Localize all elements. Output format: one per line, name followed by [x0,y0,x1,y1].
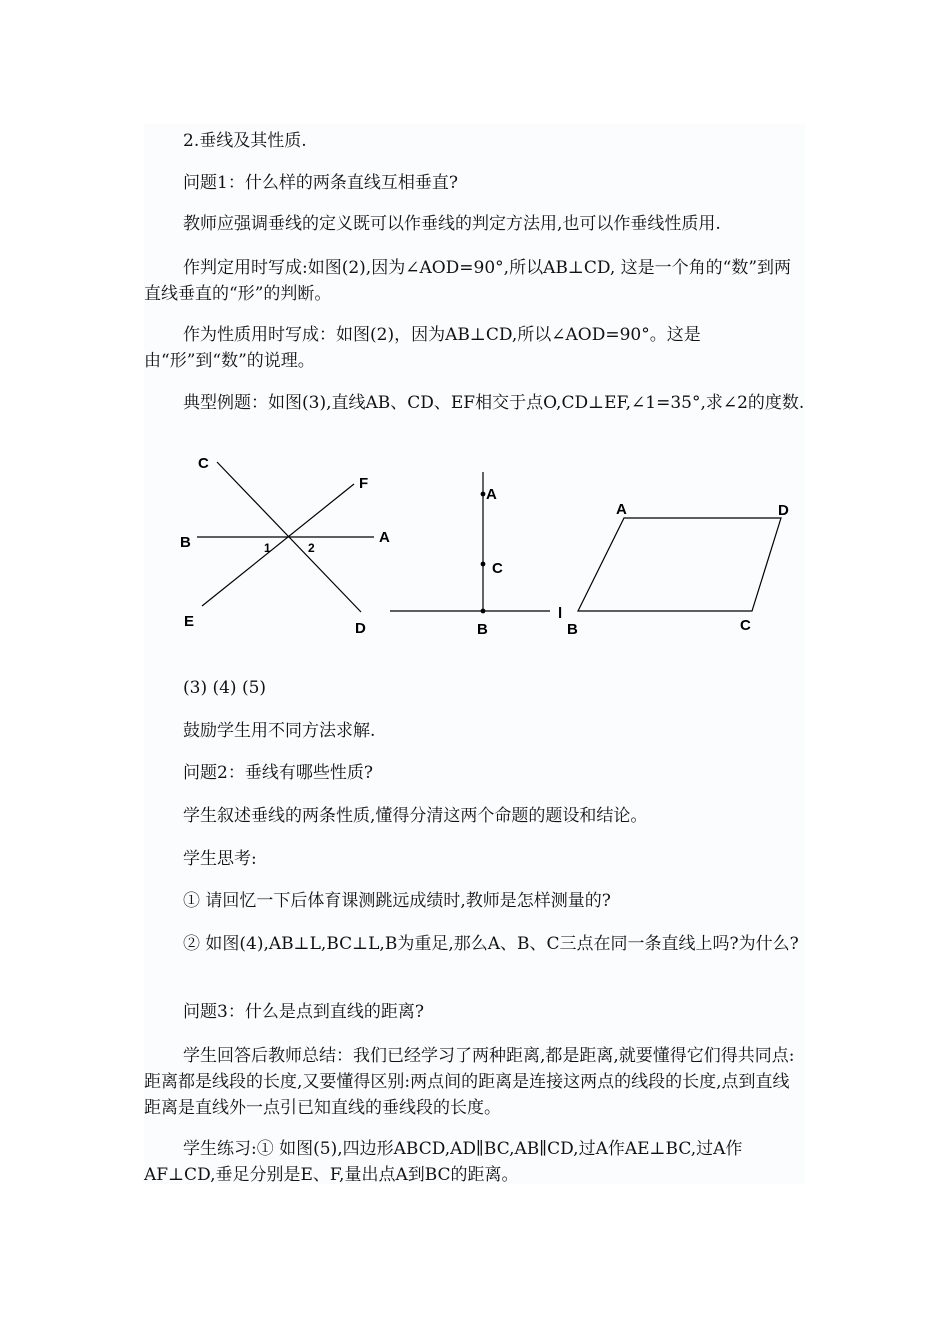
paragraph: 作为性质用时写成：如图(2)，因为AB⊥CD,所以∠AOD=90°。这是由“形”到“数”的说理。 [144,325,701,371]
label-a: A [616,501,627,518]
figure-caption: (3) (4) (5) [183,678,267,698]
label-d: D [778,502,789,519]
geometry-figures [144,448,805,648]
point-a [481,492,486,497]
label-f: F [359,475,369,492]
angle-2-label: 2 [308,541,315,555]
label-l: l [558,605,563,622]
line-ef [202,484,354,606]
paragraph: 学生回答后教师总结：我们已经学习了两种距离,都是距离,就要懂得它们得共同点:距离都是线段的长度,又要懂得区别:两点间的距离是连接这两点的线段的长度,点到直线距离是直线外一点引已知直线的垂线段的长度。 [144,1046,795,1118]
section-heading: 2.垂线及其性质. [183,131,307,151]
example-problem: 典型例题：如图(3),直线AB、CD、EF相交于点O,CD⊥EF,∠1=35°,求∠2的度数. [183,393,805,413]
point-c [481,562,486,567]
paragraph: 教师应强调垂线的定义既可以作垂线的判定方法用,也可以作垂线性质用. [183,214,721,234]
label-b: B [180,534,191,551]
label-b: B [477,621,488,638]
thinking-item-2: ② 如图(4),AB⊥L,BC⊥L,B为重足,那么A、B、C三点在同一条直线上吗?为什么? [183,934,799,954]
paragraph: 鼓励学生用不同方法求解. [183,721,376,741]
angle-1-label: 1 [264,541,271,555]
thinking-item-1: ① 请回忆一下后体育课测跳远成绩时,教师是怎样测量的? [183,891,611,911]
label-b: B [567,621,578,638]
label-d: D [355,620,366,637]
figure-4 [390,472,550,611]
point-b [481,609,486,614]
paragraph: 学生叙述垂线的两条性质,懂得分清这两个命题的题设和结论。 [183,806,648,826]
label-c: C [740,617,751,634]
label-c: C [198,455,209,472]
parallelogram-abcd [578,518,781,611]
label-c: C [492,560,503,577]
question-3: 问题3：什么是点到直线的距离? [183,1002,424,1022]
question-1: 问题1：什么样的两条直线互相垂直? [183,173,458,193]
label-a: A [379,529,390,546]
label-e: E [184,613,195,630]
paragraph: 作判定用时写成:如图(2),因为∠AOD=90°,所以AB⊥CD, 这是一个角的“数”到两直线垂直的“形”的判断。 [144,258,792,304]
paragraph: 学生思考: [183,849,257,869]
question-2: 问题2：垂线有哪些性质? [183,763,373,783]
figure-3 [197,462,374,612]
label-a: A [486,486,497,503]
exercise-paragraph: 学生练习:① 如图(5),四边形ABCD,AD∥BC,AB∥CD,过A作AE⊥BC,过A作AF⊥CD,垂足分别是E、F,量出点A到BC的距离。 [144,1139,743,1185]
